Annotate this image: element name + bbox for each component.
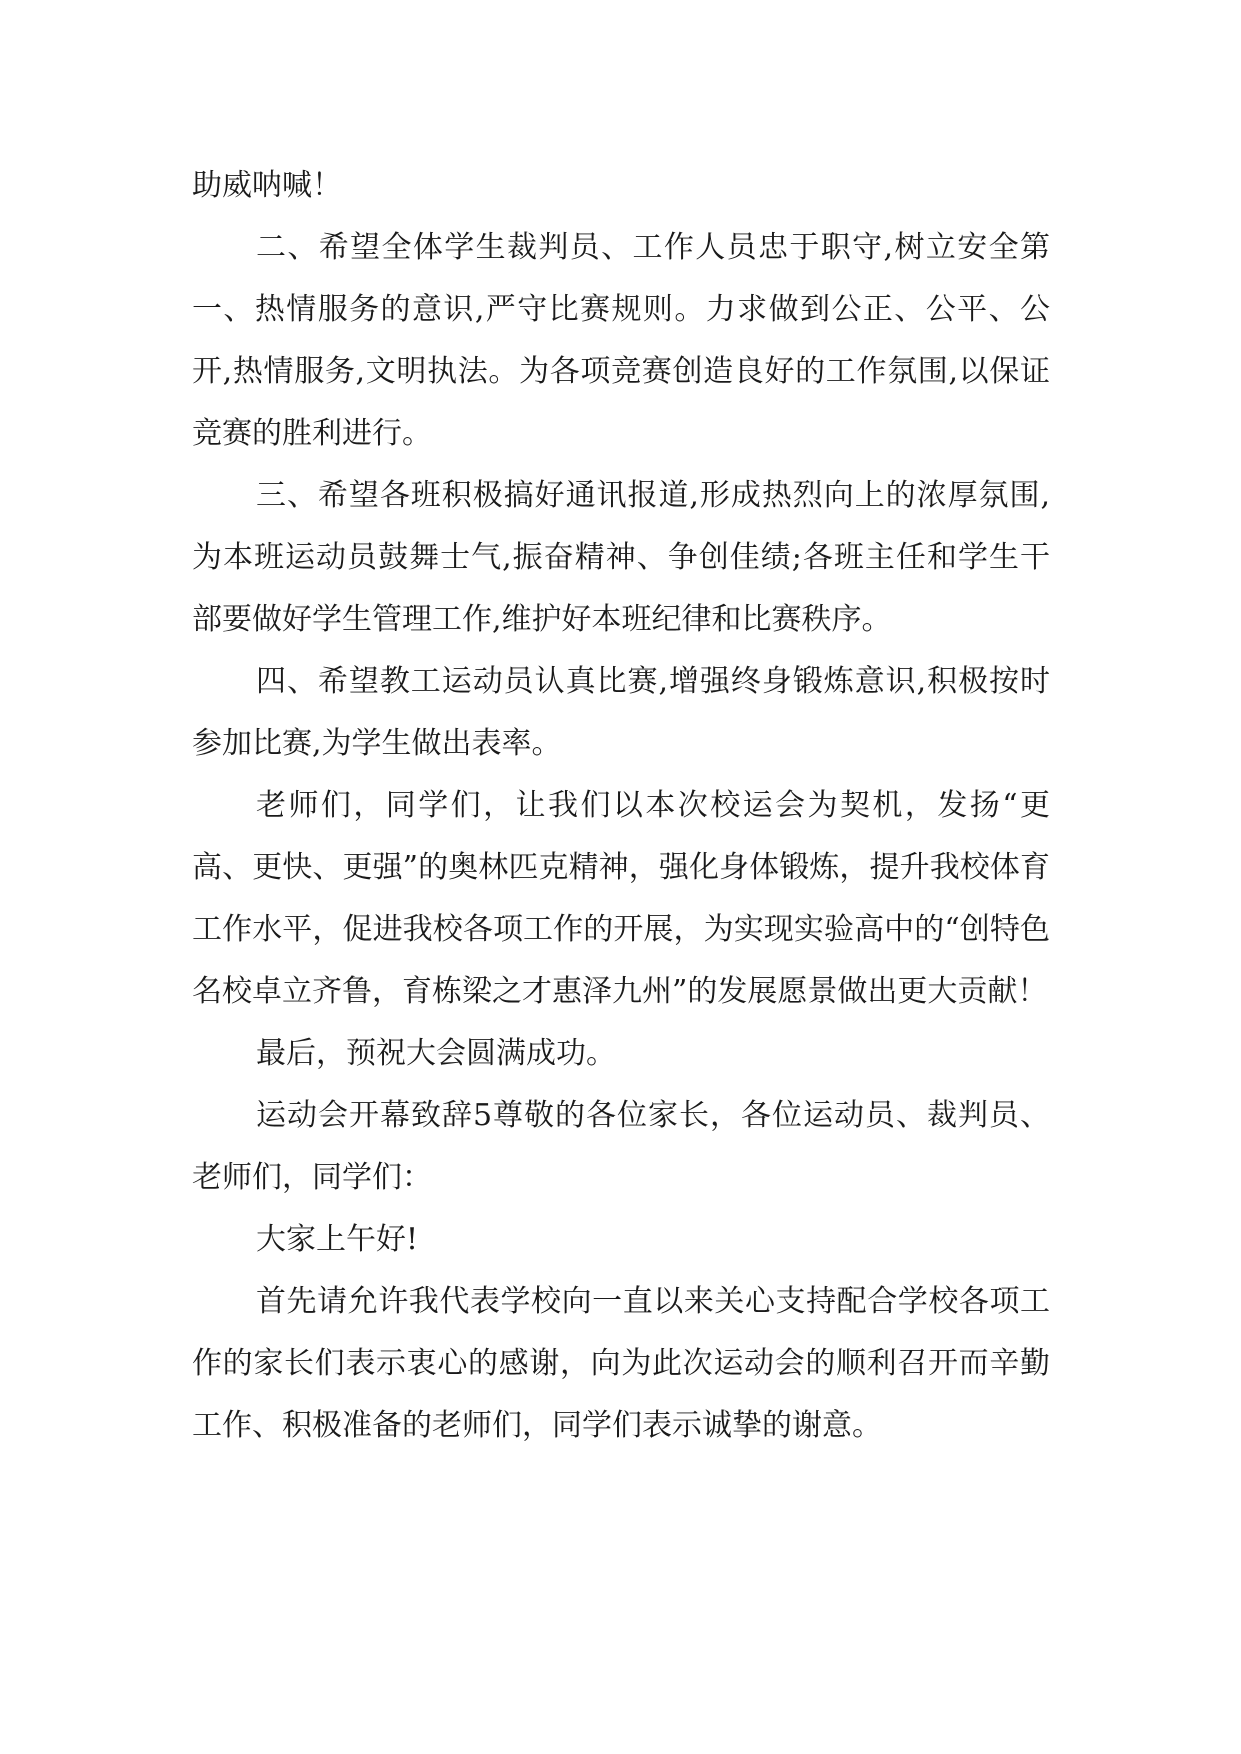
paragraph-appeal: 老师们，同学们，让我们以本次校运会为契机，发扬“更高、更快、更强”的奥林匹克精神，强化身体锻炼，提升我校体育工作水平，促进我校各项工作的开展，为实现实验高中的“创特色名校卓立齐鲁，育栋梁之才惠泽九州”的发展愿景做出更大贡献！ bbox=[192, 788, 1050, 1009]
paragraph-point-four: 四、希望教工运动员认真比赛,增强终身锻炼意识,积极按时参加比赛,为学生做出表率。 bbox=[192, 664, 1050, 761]
paragraph-greeting: 大家上午好! bbox=[256, 1222, 419, 1257]
paragraph-speech-5-salutation: 运动会开幕致辞5尊敬的各位家长，各位运动员、裁判员、老师们，同学们： bbox=[192, 1098, 1050, 1195]
paragraph-continuation: 助威呐喊！ bbox=[192, 168, 342, 203]
paragraph-point-three: 三、希望各班积极搞好通讯报道,形成热烈向上的浓厚氛围,为本班运动员鼓舞士气,振奋精神、争创佳绩;各班主任和学生干部要做好学生管理工作,维护好本班纪律和比赛秩序。 bbox=[192, 478, 1050, 637]
paragraph-point-two: 二、希望全体学生裁判员、工作人员忠于职守,树立安全第一、热情服务的意识,严守比赛规则。力求做到公正、公平、公开,热情服务,文明执法。为各项竞赛创造良好的工作氛围,以保证竞赛的胜利进行。 bbox=[192, 230, 1050, 451]
paragraph-thanks: 首先请允许我代表学校向一直以来关心支持配合学校各项工作的家长们表示衷心的感谢，向为此次运动会的顺利召开而辛勤工作、积极准备的老师们，同学们表示诚挚的谢意。 bbox=[192, 1284, 1050, 1443]
paragraph-closing-wish: 最后，预祝大会圆满成功。 bbox=[256, 1036, 616, 1071]
document-body bbox=[192, 155, 1050, 1457]
